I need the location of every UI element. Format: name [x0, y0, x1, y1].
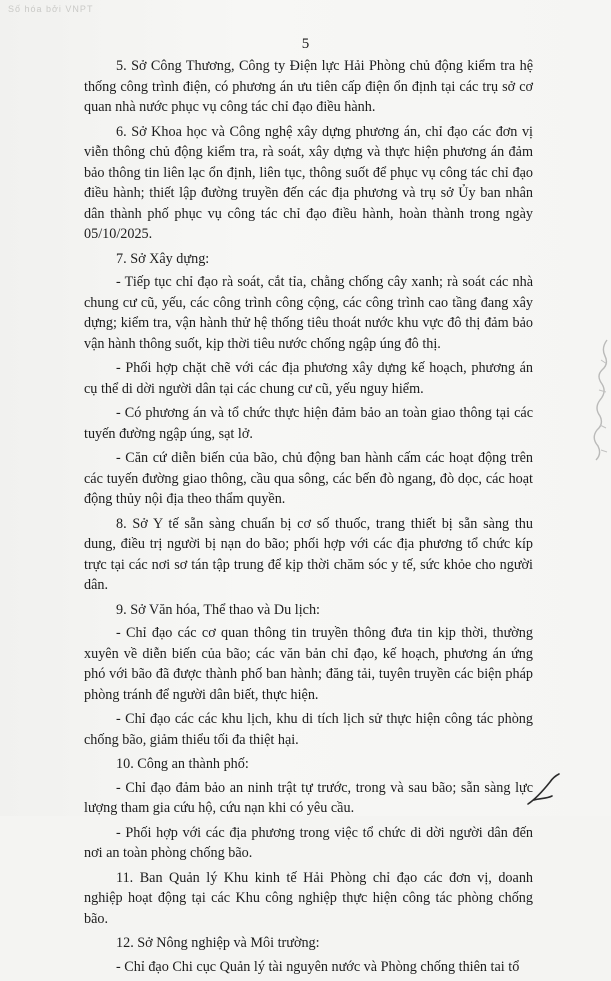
paragraph-item-7-2: - Phối hợp chặt chẽ với các địa phương xây dựng kế hoạch, phương án cụ thể di dời người dân tại các chung cư cũ, yếu nguy hiểm. [84, 360, 533, 397]
paragraph-item-10-2: - Phối hợp với các địa phương trong việc tổ chức di dời người dân đến nơi an toàn phòng chống bão. [84, 824, 533, 861]
paragraph-item-10-1: - Chỉ đạo đảm bảo an ninh trật tự trước, trong và sau bão; sẵn sàng lực lượng tham gia cứu hộ, cứu nạn khi có yêu cầu. [84, 779, 533, 816]
paragraph-item-5: 5. Sở Công Thương, Công ty Điện lực Hải Phòng chủ động kiểm tra hệ thống công trình điện, có phương án ưu tiên cấp điện ổn định tại các trụ sở cơ quan nhà nước phục vụ công tác chỉ đạo điều hành. [84, 58, 533, 115]
paragraph-item-9-2: - Chỉ đạo các các khu lịch, khu di tích lịch sử thực hiện công tác phòng chống bão, giảm thiểu tối đa thiệt hại. [84, 711, 533, 748]
heading-item-10: 10. Công an thành phố: [116, 756, 249, 772]
scan-mark: Số hóa bởi VNPT [8, 4, 94, 14]
stamp-edge-mark [589, 330, 611, 480]
paragraph-item-12-1: - Chỉ đạo Chi cục Quản lý tài nguyên nước và Phòng chống thiên tai tổ [116, 958, 520, 975]
paragraph-item-11: 11. Ban Quản lý Khu kinh tế Hải Phòng chỉ đạo các đơn vị, doanh nghiệp hoạt động tại các Khu công nghiệp thực hiện công tác phòng chống bão. [84, 869, 533, 927]
heading-item-9: 9. Sở Văn hóa, Thể thao và Du lịch: [116, 601, 320, 618]
paragraph-item-7-4: - Căn cứ diễn biến của bão, chủ động ban hành cấm các hoạt động trên các tuyến đường giao thông, cầu qua sông, các bến đò ngang, đò dọc, các hoạt động thủy nội địa theo thẩm quyền. [84, 450, 533, 507]
paragraph-item-9-1: - Chỉ đạo các cơ quan thông tin truyền thông đưa tin kịp thời, thường xuyên về diễn biến của bão; các văn bản chỉ đạo, kế hoạch, phương án ứng phó với bão đã được thành phố ban hành; đăng tải, tuyên truyền các biện pháp phòng tránh để người dân biết, thực hiện. [84, 625, 533, 703]
heading-item-12: 12. Sở Nông nghiệp và Môi trường: [116, 935, 320, 951]
heading-item-7: 7. Sở Xây dựng: [116, 250, 210, 267]
paragraph-item-8: 8. Sở Y tế sẵn sàng chuẩn bị cơ số thuốc, trang thiết bị sẵn sàng thu dung, điều trị người bị nạn do bão; phối hợp với các địa phương tổ chức kíp trực tại các nơi sơ tán tập trung để kịp thời chăm sóc y tế, sức khỏe cho người dân. [84, 515, 533, 593]
paragraph-item-7-1: - Tiếp tục chỉ đạo rà soát, cắt tỉa, chằng chống cây xanh; rà soát các nhà chung cư cũ, yếu, các công trình công cộng, các công trình cao tầng đang xây dựng; kiểm tra, vận hành thử hệ thống tiêu thoát nước khu vực đô thị đảm bảo vận hành thông suốt, kịp thời tiêu nước chống ngập úng đô thị. [84, 274, 533, 352]
paragraph-item-6: 6. Sở Khoa học và Công nghệ xây dựng phương án, chỉ đạo các đơn vị viễn thông chủ động kiểm tra, rà soát, xây dựng và thực hiện phương án đảm bảo thông tin liên lạc ổn định, liên tục, thông suốt để phục vụ công tác chỉ đạo điều hành; thiết lập đường truyền đến các địa phương và trụ sở Ủy ban nhân dân thành phố phục vụ công tác chỉ đạo điều hành, hoàn thành trong ngày 05/10/2025. [84, 123, 533, 242]
paragraph-item-7-3: - Có phương án và tổ chức thực hiện đảm bảo an toàn giao thông tại các tuyến đường ngập úng, sạt lở. [84, 405, 533, 442]
initial-signature [524, 770, 564, 810]
document-body [84, 56, 533, 981]
page-number: 5 [301, 36, 310, 52]
